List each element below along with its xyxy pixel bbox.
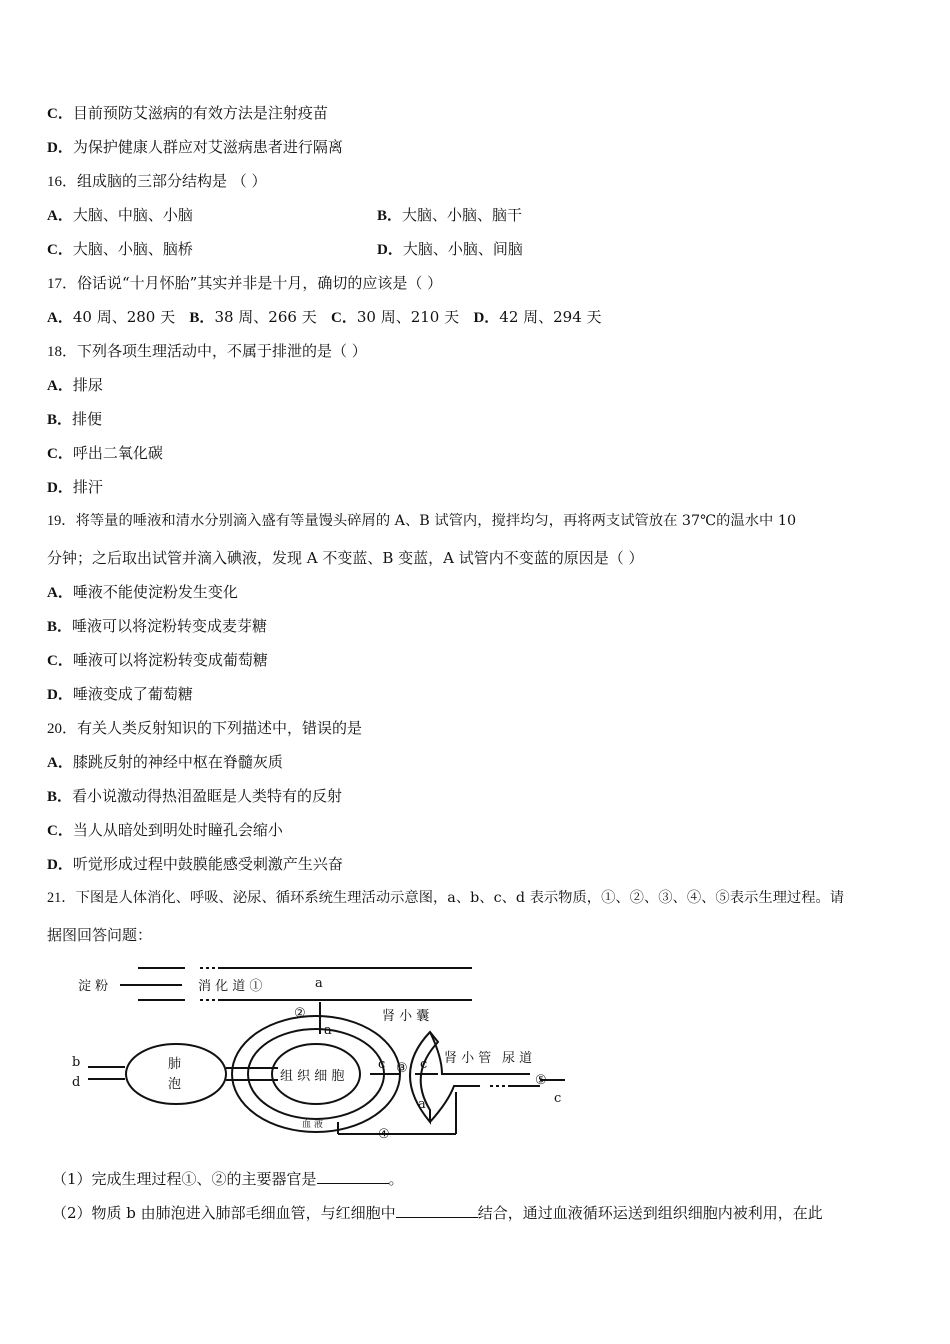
option-text: 大脑、中脑、小脑 — [72, 206, 193, 224]
answer-blank[interactable] — [396, 1203, 478, 1218]
option-letter: B． — [47, 412, 73, 428]
option-text: 唾液不能使淀粉发生变化 — [72, 583, 238, 601]
option-letter: A． — [47, 310, 73, 326]
label-circ2: ② — [294, 1006, 306, 1021]
option-letter: D． — [47, 687, 73, 703]
option-text: 唾液可以将淀粉转变成麦芽糖 — [72, 617, 268, 635]
option-letter: C． — [47, 823, 73, 839]
q19-option-b — [47, 616, 267, 637]
question-number: 16． — [47, 174, 78, 190]
option-c-aids — [47, 103, 328, 124]
question-17 — [47, 273, 442, 294]
answer-blank[interactable] — [317, 1169, 389, 1184]
label-d: d — [72, 1075, 81, 1090]
option-letter: C． — [47, 242, 73, 258]
option-letter: A． — [47, 755, 73, 771]
option-letter: C． — [47, 653, 73, 669]
option-letter: C． — [47, 106, 73, 122]
q19-option-d — [47, 684, 193, 705]
question-21 — [47, 888, 844, 908]
option-text: 30 周、210 天 — [356, 308, 460, 326]
option-letter: D． — [473, 310, 500, 326]
option-letter: B． — [189, 310, 215, 326]
option-letter: C． — [331, 310, 357, 326]
option-text: 排尿 — [72, 376, 103, 394]
sub-question-text: （2）物质 b 由肺泡进入肺部毛细血管，与红细胞中 — [52, 1204, 396, 1222]
label-circ3: ③ — [396, 1061, 408, 1076]
label-tubule: 肾 小 管 — [444, 1051, 492, 1066]
question-21-cont — [47, 925, 152, 945]
q19-option-a — [47, 582, 238, 603]
option-letter: B． — [377, 208, 403, 224]
q20-option-a — [47, 752, 283, 773]
option-text: 目前预防艾滋病的有效方法是注射疫苗 — [72, 104, 328, 122]
option-letter: A． — [47, 585, 73, 601]
question-number: 21． — [47, 890, 76, 906]
label-c-out: c — [554, 1091, 562, 1106]
label-tissue-cell: 组 织 细 胞 — [280, 1069, 345, 1084]
question-text: 俗话说“十月怀胎”其实并非是十月，确切的应该是（ ） — [77, 274, 443, 292]
q20-option-b — [47, 786, 342, 807]
option-letter: A． — [47, 378, 73, 394]
option-text: 为保护健康人群应对艾滋病患者进行隔离 — [72, 138, 343, 156]
option-text: 排便 — [72, 410, 103, 428]
label-lung-2: 泡 — [168, 1077, 182, 1092]
q19-option-c — [47, 650, 268, 671]
question-number: 20． — [47, 721, 78, 737]
option-text: 40 周、280 天 — [72, 308, 176, 326]
option-d-aids — [47, 137, 343, 158]
label-a-mid: a — [324, 1023, 332, 1038]
option-letter: A． — [47, 208, 73, 224]
q18-option-d — [47, 477, 103, 498]
label-b: b — [72, 1055, 81, 1070]
option-text: 38 周、266 天 — [214, 308, 317, 326]
option-text: 呼出二氧化碳 — [72, 444, 163, 462]
q16-options-ab — [47, 205, 193, 226]
q16-option-b — [377, 205, 522, 226]
option-text: 大脑、小脑、间脑 — [402, 240, 523, 258]
option-text: 听觉形成过程中鼓膜能感受刺激产生兴奋 — [72, 855, 343, 873]
option-text: 42 周、294 天 — [499, 308, 602, 326]
q18-option-c — [47, 443, 163, 464]
question-19-cont — [47, 548, 644, 568]
label-c-right: c — [420, 1057, 428, 1072]
sub-question-1 — [52, 1169, 404, 1189]
option-text: 大脑、小脑、脑干 — [402, 206, 523, 224]
q17-options — [47, 307, 602, 328]
question-text: 据图回答问题： — [47, 926, 153, 944]
label-circ4: ④ — [378, 1127, 390, 1142]
q18-option-b — [47, 409, 102, 430]
question-text: 将等量的唾液和清水分别滴入盛有等量馒头碎屑的 A、B 试管内，搅拌均匀，再将两支试管放在 37℃的温水中 10 — [75, 513, 797, 529]
label-a-low: a — [418, 1097, 426, 1112]
option-text: 唾液变成了葡萄糖 — [72, 685, 193, 703]
sub-question-text: （1）完成生理过程①、②的主要器官是 — [52, 1170, 317, 1188]
question-text: 下图是人体消化、呼吸、泌尿、循环系统生理活动示意图，a、b、c、d 表示物质，①、②、③、④、⑤表示生理过程。请 — [75, 890, 845, 906]
label-lung-1: 肺 — [168, 1057, 182, 1072]
label-capsule: 肾 小 囊 — [382, 1009, 430, 1024]
option-letter: C． — [47, 446, 73, 462]
question-number: 19． — [47, 513, 76, 529]
question-16 — [47, 171, 267, 192]
question-19 — [47, 511, 796, 531]
option-text: 排汗 — [72, 478, 103, 496]
question-text: 分钟；之后取出试管并滴入碘液，发现 A 不变蓝、B 变蓝，A 试管内不变蓝的原因是（ ） — [47, 549, 644, 567]
q20-option-c — [47, 820, 283, 841]
sub-question-text-end: 。 — [388, 1170, 404, 1188]
option-text: 当人从暗处到明处时瞳孔会缩小 — [72, 821, 283, 839]
q20-option-d — [47, 854, 343, 875]
option-letter: B． — [47, 789, 73, 805]
label-c-left: c — [378, 1057, 386, 1072]
question-text: 有关人类反射知识的下列描述中，错误的是 — [77, 719, 363, 737]
question-18 — [47, 341, 367, 362]
label-starch: 淀 粉 — [78, 979, 109, 994]
option-text: 唾液可以将淀粉转变成葡萄糖 — [72, 651, 268, 669]
label-tract: 消 化 道 ① — [198, 979, 263, 994]
question-text: 组成脑的三部分结构是 （ ） — [77, 172, 267, 190]
sub-question-2 — [52, 1203, 823, 1223]
option-text: 看小说激动得热泪盈眶是人类特有的反射 — [72, 787, 343, 805]
option-text: 膝跳反射的神经中枢在脊髓灰质 — [72, 753, 283, 771]
option-letter: D． — [47, 857, 73, 873]
question-number: 17． — [47, 276, 78, 292]
label-circ5: ⑤ — [535, 1073, 547, 1088]
option-letter: B． — [47, 619, 73, 635]
label-blood: 血 液 — [302, 1120, 323, 1130]
label-a-top: a — [315, 976, 323, 991]
sub-question-text-end: 结合，通过血液循环运送到组织细胞内被利用，在此 — [477, 1204, 823, 1222]
alveolus-shape — [126, 1044, 226, 1104]
label-urethra: 尿 道 — [502, 1051, 533, 1066]
physiology-diagram — [70, 962, 570, 1152]
option-letter: D． — [47, 140, 73, 156]
option-letter: D． — [47, 480, 73, 496]
option-letter: D． — [377, 242, 403, 258]
q16-option-c — [47, 239, 193, 260]
q18-option-a — [47, 375, 103, 396]
q16-option-d — [377, 239, 523, 260]
question-text: 下列各项生理活动中，不属于排泄的是（ ） — [77, 342, 367, 360]
question-20 — [47, 718, 362, 739]
option-text: 大脑、小脑、脑桥 — [72, 240, 193, 258]
question-number: 18． — [47, 344, 78, 360]
